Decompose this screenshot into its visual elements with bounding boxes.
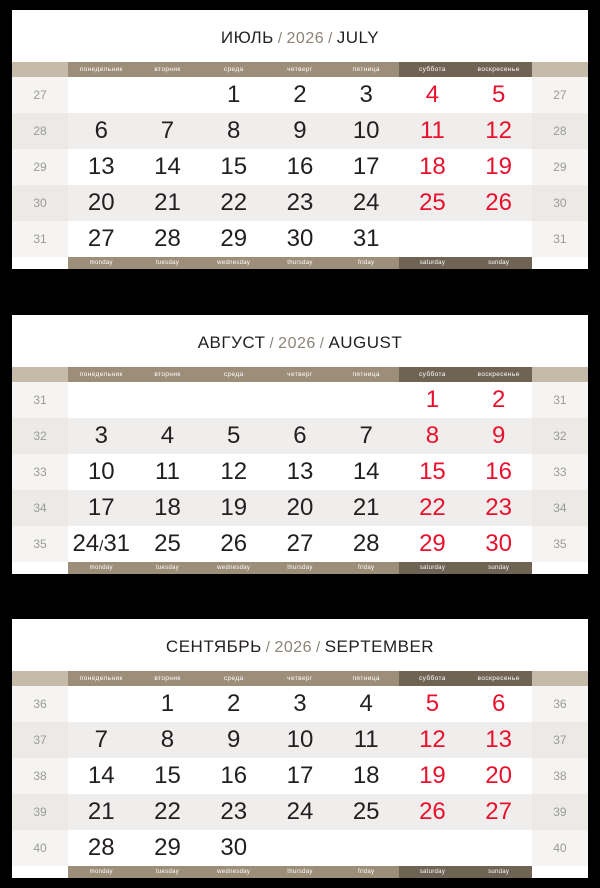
day-cell[interactable]: 15	[399, 454, 465, 490]
weekday-header-saturday: суббота	[399, 671, 465, 686]
week-col-footer-left	[12, 866, 68, 878]
week-number-right: 28	[532, 113, 588, 149]
day-cell[interactable]: 7	[134, 113, 200, 149]
week-row	[12, 454, 588, 490]
weekday-header-thursday: четверг	[267, 367, 333, 382]
day-cell[interactable]	[68, 526, 134, 562]
day-number-second: 31	[103, 529, 131, 557]
day-cell[interactable]: 8	[201, 113, 267, 149]
week-number-right: 36	[532, 686, 588, 722]
day-cell[interactable]: 3	[267, 686, 333, 722]
day-cell[interactable]: 12	[201, 454, 267, 490]
day-cell[interactable]: 11	[333, 722, 399, 758]
weekday-footer-friday: friday	[333, 257, 399, 269]
month-name-ru: ИЮЛЬ	[220, 28, 274, 47]
day-cell-empty	[399, 830, 465, 866]
day-cell[interactable]: 9	[466, 418, 532, 454]
week-number-right: 29	[532, 149, 588, 185]
day-cell[interactable]: 13	[466, 722, 532, 758]
day-cell[interactable]: 14	[134, 149, 200, 185]
week-col-footer-right	[532, 257, 588, 269]
day-cell[interactable]: 9	[267, 113, 333, 149]
weekday-header-sunday: воскресенье	[466, 367, 532, 382]
title-separator-2: /	[316, 639, 321, 656]
week-number-right: 33	[532, 454, 588, 490]
day-cell[interactable]: 29	[399, 526, 465, 562]
day-cell-empty	[466, 830, 532, 866]
week-row	[12, 221, 588, 257]
week-number-left: 38	[12, 758, 68, 794]
weekday-footer-monday: monday	[68, 562, 134, 574]
weekday-footer-thursday: thursday	[267, 866, 333, 878]
weekday-footer-monday: monday	[68, 866, 134, 878]
weekday-footer-wednesday: wednesday	[201, 257, 267, 269]
weekday-header-friday: пятница	[333, 671, 399, 686]
day-cell[interactable]: 22	[201, 185, 267, 221]
month-year: 2026	[286, 30, 325, 47]
week-row	[12, 830, 588, 866]
day-cell[interactable]: 11	[134, 454, 200, 490]
month-grid-july	[12, 62, 588, 269]
week-number-left: 37	[12, 722, 68, 758]
day-cell[interactable]: 17	[267, 758, 333, 794]
weekday-header-monday: понедельник	[68, 367, 134, 382]
day-cell-empty	[333, 382, 399, 418]
day-cell[interactable]: 1	[201, 77, 267, 113]
day-cell-empty	[134, 382, 200, 418]
month-title-july	[12, 10, 588, 62]
weekday-footer-sunday: sunday	[466, 866, 532, 878]
day-cell[interactable]: 18	[134, 490, 200, 526]
title-separator: /	[265, 639, 271, 656]
weekday-footer-sunday: sunday	[466, 562, 532, 574]
day-cell[interactable]: 8	[399, 418, 465, 454]
day-cell[interactable]: 20	[267, 490, 333, 526]
weekday-header-saturday: суббота	[399, 367, 465, 382]
month-name-en: AUGUST	[328, 332, 403, 352]
day-cell[interactable]: 26	[466, 185, 532, 221]
week-row	[12, 382, 588, 418]
day-cell-empty	[201, 382, 267, 418]
day-cell[interactable]: 19	[466, 149, 532, 185]
weekday-footer-wednesday: wednesday	[201, 866, 267, 878]
week-number-right: 31	[532, 382, 588, 418]
day-cell[interactable]: 17	[68, 490, 134, 526]
weekday-header-wednesday: среда	[201, 62, 267, 77]
day-cell[interactable]: 2	[267, 77, 333, 113]
week-col-header-left	[12, 671, 68, 686]
day-cell[interactable]: 25	[399, 185, 465, 221]
weekday-footer-tuesday: tuesday	[134, 866, 200, 878]
day-cell[interactable]: 11	[399, 113, 465, 149]
week-row	[12, 758, 588, 794]
week-number-left: 36	[12, 686, 68, 722]
day-cell-empty	[267, 830, 333, 866]
day-cell[interactable]: 5	[399, 686, 465, 722]
week-col-footer-right	[532, 866, 588, 878]
day-cell[interactable]: 15	[134, 758, 200, 794]
day-cell[interactable]: 21	[333, 490, 399, 526]
week-number-right: 32	[532, 418, 588, 454]
weekday-header-row	[12, 671, 588, 686]
day-cell[interactable]: 27	[466, 794, 532, 830]
day-cell[interactable]: 29	[201, 221, 267, 257]
day-cell[interactable]: 28	[333, 526, 399, 562]
day-cell[interactable]: 12	[399, 722, 465, 758]
weekday-header-friday: пятница	[333, 367, 399, 382]
day-cell[interactable]: 29	[134, 830, 200, 866]
day-cell-empty	[466, 221, 532, 257]
week-number-left: 27	[12, 77, 68, 113]
day-cell[interactable]: 25	[333, 794, 399, 830]
weekday-header-sunday: воскресенье	[466, 671, 532, 686]
week-row	[12, 686, 588, 722]
weekday-header-thursday: четверг	[267, 671, 333, 686]
weekday-header-row	[12, 367, 588, 382]
day-cell[interactable]: 6	[466, 686, 532, 722]
day-cell[interactable]: 22	[399, 490, 465, 526]
day-cell[interactable]: 4	[333, 686, 399, 722]
week-number-right: 34	[532, 490, 588, 526]
day-cell[interactable]: 18	[399, 149, 465, 185]
week-number-left: 33	[12, 454, 68, 490]
weekday-header-monday: понедельник	[68, 62, 134, 77]
week-number-left: 34	[12, 490, 68, 526]
weekday-header-wednesday: среда	[201, 671, 267, 686]
week-number-right: 35	[532, 526, 588, 562]
month-body-august	[12, 382, 588, 562]
day-cell[interactable]: 6	[68, 113, 134, 149]
week-number-left: 31	[12, 382, 68, 418]
day-cell[interactable]: 25	[134, 526, 200, 562]
day-cell[interactable]: 28	[134, 221, 200, 257]
day-cell[interactable]: 5	[466, 77, 532, 113]
week-number-left: 29	[12, 149, 68, 185]
day-cell[interactable]: 1	[399, 382, 465, 418]
day-cell[interactable]: 24	[267, 794, 333, 830]
weekday-footer-tuesday: tuesday	[134, 257, 200, 269]
day-cell[interactable]: 19	[399, 758, 465, 794]
weekday-header-tuesday: вторник	[134, 671, 200, 686]
month-title-september	[12, 619, 588, 671]
day-cell-empty	[399, 221, 465, 257]
week-number-right: 37	[532, 722, 588, 758]
day-cell[interactable]: 4	[134, 418, 200, 454]
month-grid-august	[12, 367, 588, 574]
weekday-header-row	[12, 62, 588, 77]
day-cell[interactable]: 13	[267, 454, 333, 490]
day-cell[interactable]: 26	[201, 526, 267, 562]
day-cell[interactable]: 10	[68, 454, 134, 490]
week-number-right: 39	[532, 794, 588, 830]
weekday-footer-friday: friday	[333, 866, 399, 878]
day-cell[interactable]: 16	[201, 758, 267, 794]
month-name-en: JULY	[336, 28, 380, 47]
day-number-first: 24	[72, 529, 100, 557]
week-number-left: 31	[12, 221, 68, 257]
weekday-header-tuesday: вторник	[134, 367, 200, 382]
day-slash: /	[99, 537, 104, 555]
day-cell[interactable]: 6	[267, 418, 333, 454]
weekday-footer-saturday: saturday	[399, 257, 465, 269]
day-cell[interactable]: 15	[201, 149, 267, 185]
week-row	[12, 77, 588, 113]
day-cell[interactable]: 14	[68, 758, 134, 794]
week-number-left: 32	[12, 418, 68, 454]
week-row	[12, 113, 588, 149]
weekday-header-monday: понедельник	[68, 671, 134, 686]
month-grid-september	[12, 671, 588, 878]
month-block-september	[12, 619, 588, 878]
week-col-footer-left	[12, 562, 68, 574]
day-cell[interactable]: 1	[134, 686, 200, 722]
title-separator: /	[269, 334, 275, 352]
week-row	[12, 490, 588, 526]
day-cell[interactable]: 30	[466, 526, 532, 562]
day-cell[interactable]: 7	[68, 722, 134, 758]
day-cell[interactable]: 17	[333, 149, 399, 185]
weekday-footer-saturday: saturday	[399, 866, 465, 878]
day-cell-empty	[68, 77, 134, 113]
day-cell[interactable]: 16	[267, 149, 333, 185]
day-cell[interactable]: 27	[267, 526, 333, 562]
week-col-footer-left	[12, 257, 68, 269]
day-cell[interactable]: 12	[466, 113, 532, 149]
week-number-left: 28	[12, 113, 68, 149]
day-cell[interactable]: 13	[68, 149, 134, 185]
day-cell-empty	[68, 382, 134, 418]
week-col-footer-right	[532, 562, 588, 574]
week-row	[12, 794, 588, 830]
day-cell[interactable]: 20	[466, 758, 532, 794]
month-body-september	[12, 686, 588, 866]
week-number-left: 35	[12, 526, 68, 562]
weekday-footer-sunday: sunday	[466, 257, 532, 269]
weekday-header-sunday: воскресенье	[466, 62, 532, 77]
day-cell[interactable]: 16	[466, 454, 532, 490]
weekday-footer-row	[12, 562, 588, 574]
week-number-left: 39	[12, 794, 68, 830]
weekday-footer-friday: friday	[333, 562, 399, 574]
day-cell[interactable]: 30	[201, 830, 267, 866]
day-cell[interactable]: 23	[201, 794, 267, 830]
week-number-left: 30	[12, 185, 68, 221]
day-cell[interactable]: 8	[134, 722, 200, 758]
day-cell[interactable]: 4	[399, 77, 465, 113]
title-separator-2: /	[319, 334, 325, 352]
week-row	[12, 722, 588, 758]
month-body-july	[12, 77, 588, 257]
day-cell[interactable]: 2	[466, 382, 532, 418]
week-row	[12, 418, 588, 454]
day-cell[interactable]: 5	[201, 418, 267, 454]
day-cell[interactable]: 10	[333, 113, 399, 149]
title-separator-2: /	[328, 30, 333, 47]
day-cell[interactable]: 10	[267, 722, 333, 758]
day-cell[interactable]: 9	[201, 722, 267, 758]
day-cell[interactable]: 7	[333, 418, 399, 454]
week-number-right: 40	[532, 830, 588, 866]
day-cell[interactable]: 18	[333, 758, 399, 794]
day-cell[interactable]: 21	[68, 794, 134, 830]
month-block-august	[12, 315, 588, 574]
month-year: 2026	[278, 334, 316, 352]
weekday-footer-row	[12, 257, 588, 269]
month-block-july	[12, 10, 588, 269]
weekday-header-saturday: суббота	[399, 62, 465, 77]
day-cell[interactable]: 14	[333, 454, 399, 490]
day-cell[interactable]: 3	[333, 77, 399, 113]
day-cell[interactable]: 30	[267, 221, 333, 257]
day-cell[interactable]: 21	[134, 185, 200, 221]
day-cell[interactable]: 22	[134, 794, 200, 830]
month-name-ru: АВГУСТ	[197, 332, 266, 352]
day-cell[interactable]: 24	[333, 185, 399, 221]
day-cell[interactable]: 20	[68, 185, 134, 221]
week-number-right: 38	[532, 758, 588, 794]
month-name-en: SEPTEMBER	[324, 637, 435, 656]
week-row	[12, 149, 588, 185]
month-year: 2026	[274, 639, 313, 656]
week-col-header-left	[12, 62, 68, 77]
week-col-header-left	[12, 367, 68, 382]
weekday-footer-monday: monday	[68, 257, 134, 269]
day-cell-empty	[333, 830, 399, 866]
month-name-ru: СЕНТЯБРЬ	[165, 637, 262, 656]
day-cell[interactable]: 28	[68, 830, 134, 866]
month-title-august	[12, 315, 588, 367]
day-cell[interactable]: 2	[201, 686, 267, 722]
day-cell[interactable]: 26	[399, 794, 465, 830]
weekday-footer-saturday: saturday	[399, 562, 465, 574]
day-cell[interactable]: 19	[201, 490, 267, 526]
week-row	[12, 185, 588, 221]
day-cell-empty	[267, 382, 333, 418]
week-number-left: 40	[12, 830, 68, 866]
weekday-header-friday: пятница	[333, 62, 399, 77]
day-cell-empty	[68, 686, 134, 722]
week-number-right: 27	[532, 77, 588, 113]
day-cell[interactable]: 31	[333, 221, 399, 257]
week-col-header-right	[532, 62, 588, 77]
week-number-right: 30	[532, 185, 588, 221]
week-col-header-right	[532, 367, 588, 382]
weekday-footer-tuesday: tuesday	[134, 562, 200, 574]
weekday-footer-thursday: thursday	[267, 562, 333, 574]
week-row	[12, 526, 588, 562]
day-cell[interactable]: 23	[267, 185, 333, 221]
day-cell[interactable]: 3	[68, 418, 134, 454]
day-cell-empty	[134, 77, 200, 113]
weekday-footer-thursday: thursday	[267, 257, 333, 269]
day-cell[interactable]: 27	[68, 221, 134, 257]
title-separator: /	[277, 30, 283, 47]
weekday-header-thursday: четверг	[267, 62, 333, 77]
weekday-footer-wednesday: wednesday	[201, 562, 267, 574]
weekday-header-tuesday: вторник	[134, 62, 200, 77]
week-col-header-right	[532, 671, 588, 686]
week-number-right: 31	[532, 221, 588, 257]
weekday-header-wednesday: среда	[201, 367, 267, 382]
day-cell[interactable]: 23	[466, 490, 532, 526]
weekday-footer-row	[12, 866, 588, 878]
